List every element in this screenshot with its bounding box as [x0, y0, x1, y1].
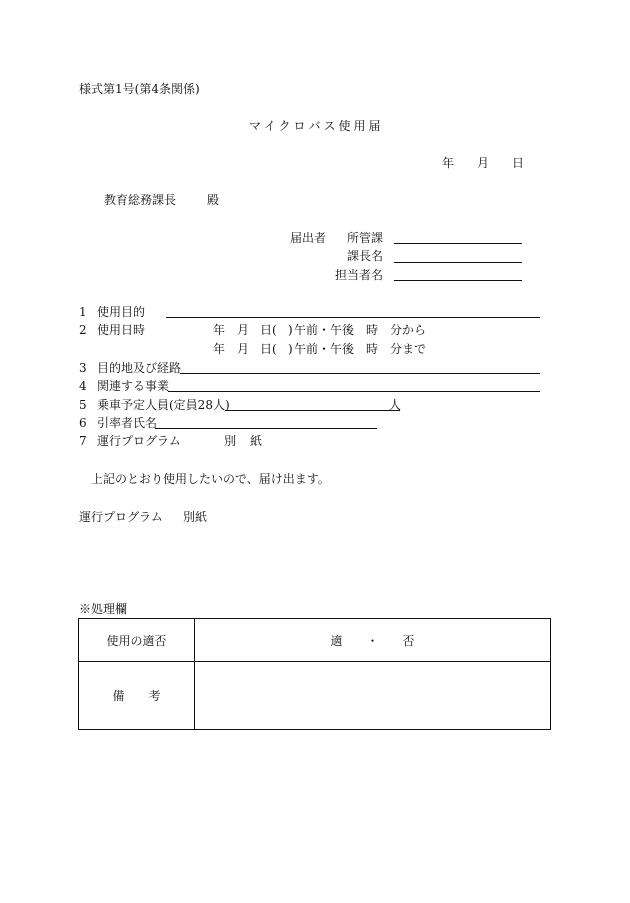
- addressee-name: 教育総務課長: [104, 193, 177, 207]
- item-6-field[interactable]: [155, 428, 377, 429]
- item-3-number: 3: [79, 361, 87, 375]
- item-6-label: 引率者氏名: [97, 416, 158, 430]
- item-7-value-b: 紙: [250, 434, 263, 448]
- item-2-number: 2: [79, 323, 87, 337]
- applicant-dept-field[interactable]: [394, 243, 522, 244]
- item-5-label: 乗車予定人員(定員28人): [97, 398, 230, 412]
- table-row: [79, 619, 551, 662]
- item-4-label: 関連する事業: [97, 379, 170, 393]
- applicant-chief-label: 課長名: [347, 249, 384, 263]
- end-ampm: 午前・午後: [294, 342, 355, 356]
- item-7-value-a: 別: [224, 434, 237, 448]
- date-month-label: 月: [477, 156, 490, 170]
- item-1-field[interactable]: [166, 317, 540, 318]
- end-paren-close: ): [288, 342, 293, 356]
- form-title: マイクロバス使用届: [249, 119, 384, 133]
- item-3-label: 目的地及び経路: [97, 361, 182, 375]
- start-hour-label: 時: [366, 323, 379, 337]
- addressee-honorific: 殿: [207, 193, 220, 207]
- end-year-label: 年: [213, 342, 226, 356]
- statement: 上記のとおり使用したいので、届け出ます。: [91, 472, 330, 486]
- start-ampm: 午前・午後: [294, 323, 355, 337]
- start-paren-close: ): [288, 323, 293, 337]
- suitability-label: 使用の適否: [79, 619, 195, 662]
- item-7-number: 7: [79, 434, 87, 448]
- remarks-label: 備 考: [79, 662, 195, 730]
- start-day-label: 日(: [260, 323, 277, 337]
- applicant-person-label: 担当者名: [335, 268, 384, 282]
- program-note-label: 運行プログラム: [79, 510, 163, 524]
- item-6-number: 6: [79, 416, 87, 430]
- date-day-label: 日: [512, 156, 525, 170]
- applicant-person-field[interactable]: [394, 280, 522, 281]
- end-day-label: 日(: [260, 342, 277, 356]
- item-1-label: 使用目的: [97, 305, 146, 319]
- processing-table: [78, 618, 551, 730]
- date-year-label: 年: [442, 156, 455, 170]
- item-1-number: 1: [79, 305, 87, 319]
- item-3-field[interactable]: [180, 373, 540, 374]
- end-hour-label: 時: [366, 342, 379, 356]
- item-4-field[interactable]: [168, 391, 540, 392]
- item-5-field[interactable]: [225, 410, 400, 411]
- start-year-label: 年: [213, 323, 226, 337]
- start-month-label: 月: [237, 323, 250, 337]
- end-minute-label: 分まで: [390, 342, 427, 356]
- applicant-chief-field[interactable]: [394, 262, 522, 263]
- item-5-number: 5: [79, 398, 87, 412]
- item-7-label: 運行プログラム: [97, 434, 181, 448]
- suitability-value[interactable]: 適 ・ 否: [195, 619, 551, 662]
- item-2-label: 使用日時: [97, 323, 146, 337]
- program-note-value: 別紙: [183, 510, 208, 524]
- remarks-value[interactable]: [195, 662, 551, 730]
- form-number: 様式第1号(第4条関係): [79, 82, 200, 96]
- processing-heading: ※処理欄: [79, 602, 128, 616]
- applicant-heading: 届出者: [290, 231, 327, 245]
- end-month-label: 月: [237, 342, 250, 356]
- table-row: [79, 662, 551, 730]
- item-5-unit: 人: [389, 398, 402, 412]
- applicant-dept-label: 所管課: [347, 231, 384, 245]
- start-minute-label: 分から: [390, 323, 427, 337]
- item-4-number: 4: [79, 379, 87, 393]
